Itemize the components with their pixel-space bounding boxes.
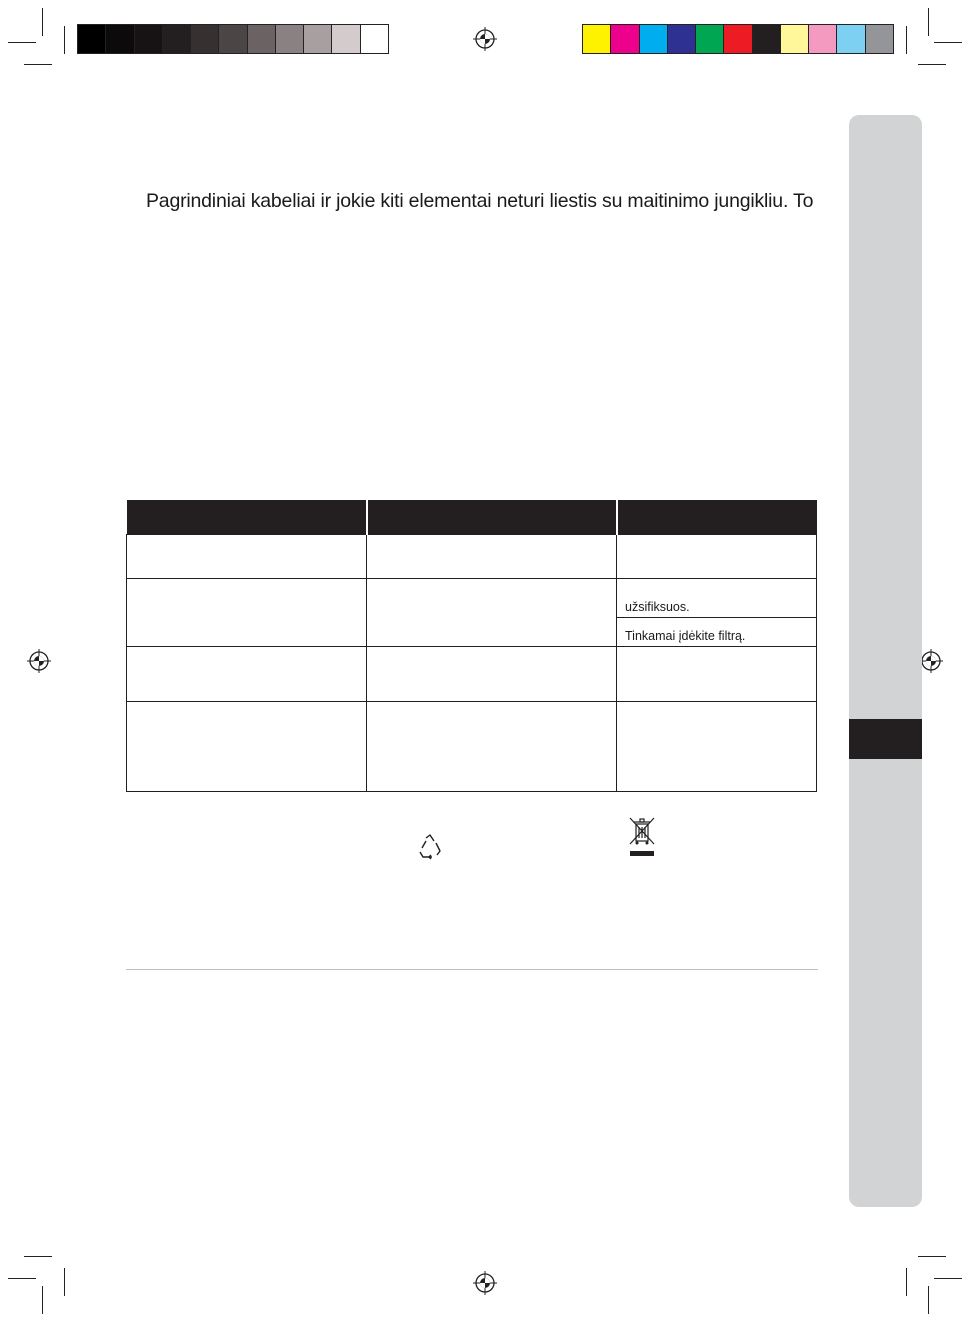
color-swatch xyxy=(753,25,781,53)
color-swatch xyxy=(611,25,639,53)
table-cell xyxy=(367,646,617,701)
crossed-out-bin-icon xyxy=(627,815,657,857)
crop-mark xyxy=(42,8,43,36)
crop-mark xyxy=(928,1286,929,1314)
process-color-bar xyxy=(582,24,894,54)
recycle-icon xyxy=(415,832,445,862)
intro-paragraph: Pagrindiniai kabeliai ir jokie kiti elementai neturi liestis su maitinimo jungikliu. To xyxy=(146,190,814,212)
table-cell xyxy=(367,701,617,791)
table-header-cell xyxy=(367,500,617,534)
table-cell xyxy=(617,578,817,646)
side-tab-active-marker xyxy=(849,719,922,759)
color-swatch xyxy=(724,25,752,53)
crop-mark xyxy=(918,1256,946,1257)
table-row xyxy=(127,701,817,791)
side-language-tab xyxy=(849,115,922,1207)
table-row xyxy=(127,534,817,578)
color-swatch xyxy=(276,25,304,53)
crop-mark xyxy=(42,1286,43,1314)
color-swatch xyxy=(332,25,360,53)
crop-mark xyxy=(24,64,52,65)
table-cell xyxy=(367,578,617,646)
color-swatch xyxy=(219,25,247,53)
color-swatch xyxy=(781,25,809,53)
color-swatch xyxy=(837,25,865,53)
footer-rule xyxy=(126,969,818,970)
crop-mark xyxy=(8,1278,36,1279)
color-swatch xyxy=(809,25,837,53)
color-swatch xyxy=(163,25,191,53)
registration-mark-icon xyxy=(473,27,497,51)
table-cell xyxy=(127,701,367,791)
crop-mark xyxy=(934,1278,962,1279)
color-swatch xyxy=(583,25,611,53)
table-header-row xyxy=(127,500,817,534)
table-cell xyxy=(127,534,367,578)
color-swatch xyxy=(106,25,134,53)
table-header-cell xyxy=(127,500,367,534)
color-swatch xyxy=(866,25,893,53)
crop-mark xyxy=(928,8,929,36)
color-swatch xyxy=(191,25,219,53)
color-swatch xyxy=(135,25,163,53)
solution-text: Tinkamai įdėkite filtrą. xyxy=(625,628,746,643)
color-swatch xyxy=(248,25,276,53)
table-cell xyxy=(617,534,817,578)
crop-mark xyxy=(64,26,65,54)
grayscale-color-bar xyxy=(77,24,389,54)
table-cell xyxy=(617,646,817,701)
table-header-cell xyxy=(617,500,817,534)
table-cell xyxy=(127,578,367,646)
troubleshooting-table xyxy=(126,500,817,792)
solution-text: užsifiksuos. xyxy=(617,579,816,618)
registration-mark-icon xyxy=(473,1271,497,1295)
color-swatch xyxy=(640,25,668,53)
color-swatch xyxy=(304,25,332,53)
table-cell xyxy=(617,701,817,791)
crop-mark xyxy=(934,42,962,43)
color-swatch xyxy=(668,25,696,53)
color-swatch xyxy=(78,25,106,53)
registration-mark-icon xyxy=(27,649,51,673)
color-swatch xyxy=(361,25,388,53)
crop-mark xyxy=(906,26,907,54)
crop-mark xyxy=(24,1256,52,1257)
color-swatch xyxy=(696,25,724,53)
crop-mark xyxy=(8,42,36,43)
crop-mark xyxy=(64,1268,65,1296)
table-cell xyxy=(127,646,367,701)
table-row xyxy=(127,646,817,701)
registration-mark-icon xyxy=(919,649,943,673)
table-cell xyxy=(367,534,617,578)
crop-mark xyxy=(918,64,946,65)
crop-mark xyxy=(906,1268,907,1296)
table-row xyxy=(127,578,817,646)
